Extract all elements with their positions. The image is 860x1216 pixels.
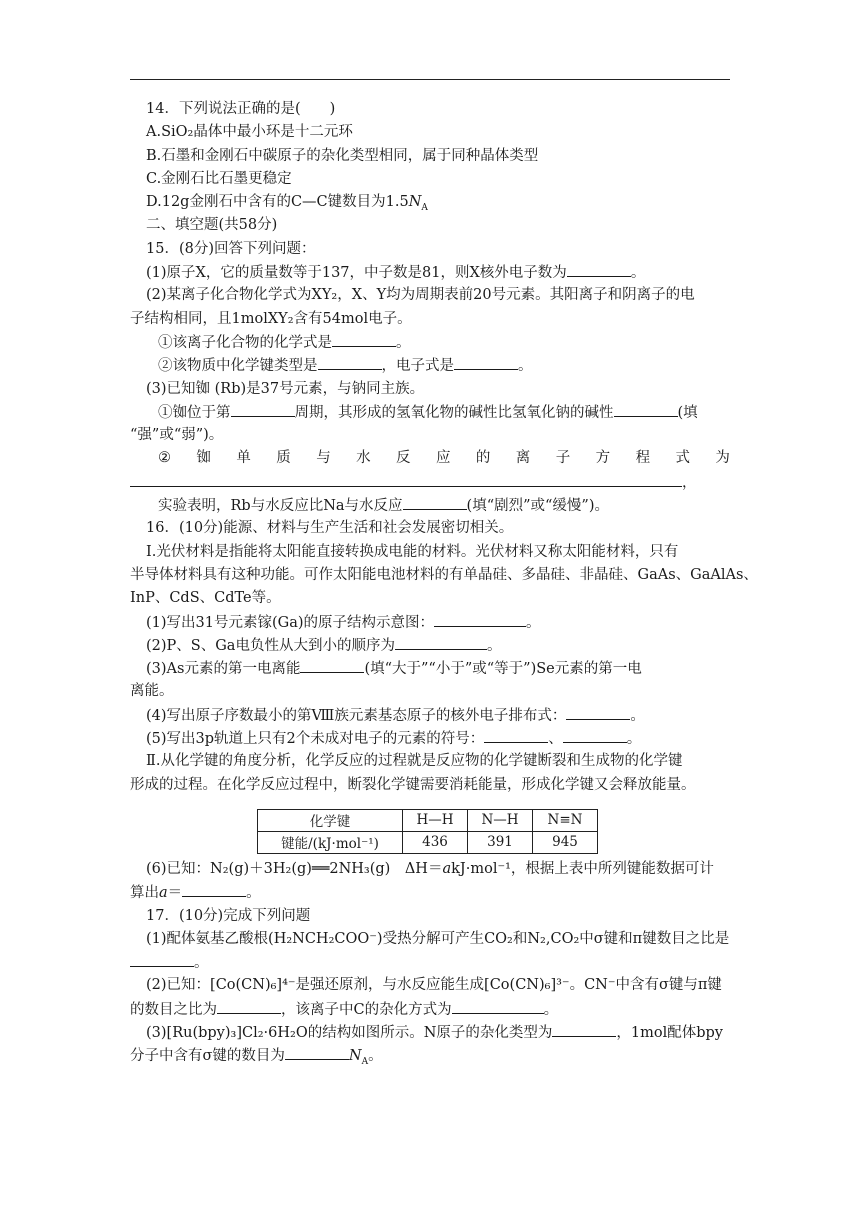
spacer — [130, 797, 730, 809]
q15-part3-sub3 — [130, 494, 730, 517]
q15-part2-sub2-end: 。 — [518, 358, 533, 375]
q16-part4 — [130, 704, 730, 727]
q17-part1-line1: (1)配体氨基乙酸根(H₂NCH₂COO⁻)受热分解可产生CO₂和N₂,CO₂中σ键和π键数目之比是 — [146, 930, 730, 947]
q16-intro-line1: Ⅰ.光伏材料是指能将太阳能直接转换成电能的材料。光伏材料又称太阳能材料，只有 — [146, 543, 679, 560]
spaced-char: 离 — [515, 450, 531, 467]
q17-part2-mid: ，该离子中C的杂化方式为 — [281, 1001, 452, 1018]
q16-section2-line1: Ⅱ.从化学键的角度分析，化学反应的过程就是反应物的化学键断裂和生成物的化学键 — [146, 753, 683, 770]
q15-part3-sub3-text: 实验表明，Rb与水反应比Na与水反应 — [158, 498, 403, 515]
q15-part2-sub1-end: 。 — [396, 334, 411, 351]
q14-option-c: C.金刚石比石墨更稳定 — [146, 170, 292, 187]
q16-part6-cont — [130, 881, 730, 904]
answer-blank — [182, 881, 246, 897]
q16-part1-end: 。 — [526, 614, 541, 631]
spaced-char: 方 — [595, 450, 611, 467]
answer-blank — [395, 634, 487, 650]
answer-blank — [231, 401, 295, 417]
avogadro-subscript: A — [361, 1057, 369, 1068]
q16-part1-text: (1)写出31号元素镓(Ga)的原子结构示意图： — [146, 614, 435, 631]
q17-part3-mid: ，1mol配体bpy — [616, 1024, 724, 1041]
spaced-char: 水 — [356, 450, 371, 467]
q15-part3-sub1 — [130, 401, 730, 424]
q16-part5-text: (5)写出3p轨道上只有2个未成对电子的元素的符号： — [146, 731, 485, 748]
q15-part2-sub1 — [130, 331, 730, 354]
q17-stem: 17．(10分)完成下列问题 — [146, 907, 311, 924]
q15-part3-sub1-mid: 周期，其形成的氢氧化物的碱性比氢氧化钠的碱性 — [294, 404, 614, 421]
answer-blank — [332, 331, 396, 347]
q15-part3-sub1-end: (填 — [677, 404, 698, 421]
q16-part5 — [130, 727, 730, 750]
q16-part6-text: (6)已知：N₂(g)＋3H₂(g)══2NH₃(g) ΔH＝ — [146, 860, 443, 877]
q15-part3-sub3-end: (填“剧烈”或“缓慢”)。 — [466, 498, 609, 515]
q15-part2-sub1-text: ①该离子化合物的化学式是 — [158, 334, 332, 351]
q15-part3-sub1-text: ①铷位于第 — [158, 404, 231, 421]
q15-part3-sub1-cont: “强”或“弱”)。 — [130, 427, 224, 444]
q16-part1 — [130, 611, 730, 634]
q16-part2-text: (2)P、S、Ga电负性从大到小的顺序为 — [146, 637, 395, 654]
avogadro-subscript: A — [421, 203, 428, 214]
spaced-char: 的 — [475, 450, 491, 467]
q15-part2-line2: 子结构相同，且1molXY₂含有54mol电子。 — [130, 310, 412, 327]
q16-part3-mid: (填“大于”“小于”或“等于”)Se元素的第一电 — [364, 661, 642, 678]
q16-part3-text: (3)As元素的第一电离能 — [146, 661, 301, 678]
spaced-char: 铷 — [196, 450, 211, 467]
q15-part2-sub2-text: ②该物质中化学键类型是 — [158, 358, 318, 375]
q16-section2-line2: 形成的过程。在化学反应过程中，断裂化学键需要消耗能量，形成化学键又会释放能量。 — [130, 776, 696, 793]
q14-option-b: B.石墨和金刚石中碳原子的杂化类型相同，属于同种晶体类型 — [146, 147, 539, 164]
exam-page — [130, 98, 758, 1068]
q16-stem: 16．(10分)能源、材料与生产生活和社会发展密切相关。 — [146, 520, 514, 537]
q16-part2 — [130, 634, 730, 657]
spaced-char: 式 — [675, 450, 690, 467]
answer-blank — [452, 998, 544, 1014]
q17-part2-end: 。 — [543, 1001, 559, 1018]
answer-blank — [300, 657, 364, 673]
answer-blank — [403, 494, 467, 510]
q17-part2-line1: (2)已知：[Co(CN)₆]⁴⁻是强还原剂，与水反应能生成[Co(CN)₆]³⁻。CN⁻中含有σ键与π键 — [146, 977, 722, 994]
answer-blank — [567, 261, 631, 277]
q16-part3 — [130, 657, 730, 680]
avogadro-symbol: N — [348, 1048, 362, 1065]
q14-option-d — [130, 191, 730, 214]
spaced-char: 质 — [276, 450, 291, 467]
spaced-char: 为 — [715, 450, 730, 467]
q16-part5-mid: 、 — [548, 731, 563, 748]
q14-option-d-text: D.12g金刚石中含有的C—C键数目为1.5 — [146, 194, 409, 211]
q14-stem: 14．下列说法正确的是( ) — [146, 101, 336, 117]
q17-part1-line2 — [130, 951, 730, 974]
q15-stem: 15．(8分)回答下列问题： — [146, 240, 316, 257]
q15-part2-line1: (2)某离子化合物化学式为XY₂，X、Y均为周期表前20号元素。其阳离子和阴离子的电 — [146, 287, 695, 304]
answer-blank — [217, 998, 281, 1014]
answer-blank — [614, 401, 678, 417]
q14-option-a: A.SiO₂晶体中最小环是十二元环 — [146, 124, 353, 141]
bond-energy-table — [257, 809, 598, 854]
q15-part3: (3)已知铷 (Rb)是37号元素，与钠同主族。 — [146, 380, 425, 397]
spaced-char: 反 — [396, 450, 411, 467]
q15-part3-sub2-blank — [130, 471, 730, 494]
q16-part4-end: 。 — [630, 707, 645, 724]
q15-part1-end: 。 — [630, 265, 646, 282]
answer-blank — [563, 727, 627, 743]
table-header-row — [258, 809, 598, 831]
answer-blank — [130, 951, 194, 967]
q16-part6 — [130, 858, 730, 881]
table-cell: 436 — [403, 831, 468, 853]
spaced-char: 单 — [236, 450, 251, 467]
q16-part3-cont: 离能。 — [130, 683, 174, 700]
q16-intro-line3: InP、CdS、CdTe等。 — [130, 590, 281, 607]
variable-a: a — [159, 885, 168, 902]
q16-intro-line2: 半导体材料具有这种功能。可作太阳能电池材料的有单晶硅、多晶硅、非晶硅、GaAs、GaAlAs、 — [130, 566, 758, 583]
variable-a: a — [442, 860, 452, 877]
spaced-char: ② — [158, 450, 171, 467]
spaced-char: 程 — [635, 450, 651, 467]
q16-part6-cont-text: 算出 — [130, 885, 159, 902]
q16-part2-end: 。 — [486, 637, 502, 654]
q17-part3-line2-text: 分子中含有σ键的数目为 — [130, 1048, 285, 1065]
q16-part5-end: 。 — [626, 731, 642, 748]
header-rule — [130, 79, 730, 80]
spaced-char: 应 — [435, 450, 451, 467]
answer-blank — [484, 727, 548, 743]
q17-part1-end: 。 — [194, 955, 209, 972]
table-cell: 945 — [533, 831, 598, 853]
table-header-cell: H—H — [403, 809, 468, 831]
q15-part3-sub2-comma: ， — [682, 474, 697, 491]
q15-part3-sub2 — [130, 447, 730, 470]
q15-part1-text: (1)原子X，它的质量数等于137，中子数是81，则X核外电子数为 — [146, 265, 567, 282]
table-header-cell: N—H — [468, 809, 533, 831]
table-header-cell: 化学键 — [258, 809, 403, 831]
q15-part1 — [130, 261, 730, 284]
answer-blank — [566, 704, 630, 720]
answer-blank — [130, 471, 682, 487]
q16-part6-mid: kJ·mol⁻¹，根据上表中所列键能数据可计 — [451, 860, 714, 877]
table-cell: 键能/(kJ·mol⁻¹) — [258, 831, 403, 853]
q16-part4-text: (4)写出原子序数最小的第Ⅷ族元素基态原子的核外电子排布式： — [146, 707, 567, 724]
answer-blank — [285, 1044, 349, 1060]
q15-part2-sub2-mid: ，电子式是 — [381, 358, 454, 375]
equals-sign: ＝ — [167, 885, 183, 902]
table-row — [258, 831, 598, 853]
spaced-char: 与 — [316, 450, 331, 467]
table-cell: 391 — [468, 831, 533, 853]
answer-blank — [434, 611, 526, 627]
answer-blank — [454, 354, 518, 370]
spaced-char: 子 — [555, 450, 571, 467]
q17-part3-end: 。 — [368, 1048, 383, 1065]
q17-part2-text: 的数目之比为 — [130, 1001, 217, 1018]
q15-part2-sub2 — [130, 354, 730, 377]
section-heading: 二、填空题(共58分) — [146, 217, 278, 234]
table-header-cell: N≡N — [533, 809, 598, 831]
q16-part6-end: 。 — [246, 885, 261, 902]
answer-blank — [318, 354, 382, 370]
q17-part2-line2 — [130, 998, 730, 1021]
q17-part3-line2 — [130, 1044, 730, 1067]
answer-blank — [552, 1021, 616, 1037]
q17-part3-text: (3)[Ru(bpy)₃]Cl₂·6H₂O的结构如图所示。N原子的杂化类型为 — [146, 1024, 553, 1041]
q17-part3-line1 — [130, 1021, 730, 1044]
avogadro-symbol: N — [408, 194, 422, 211]
